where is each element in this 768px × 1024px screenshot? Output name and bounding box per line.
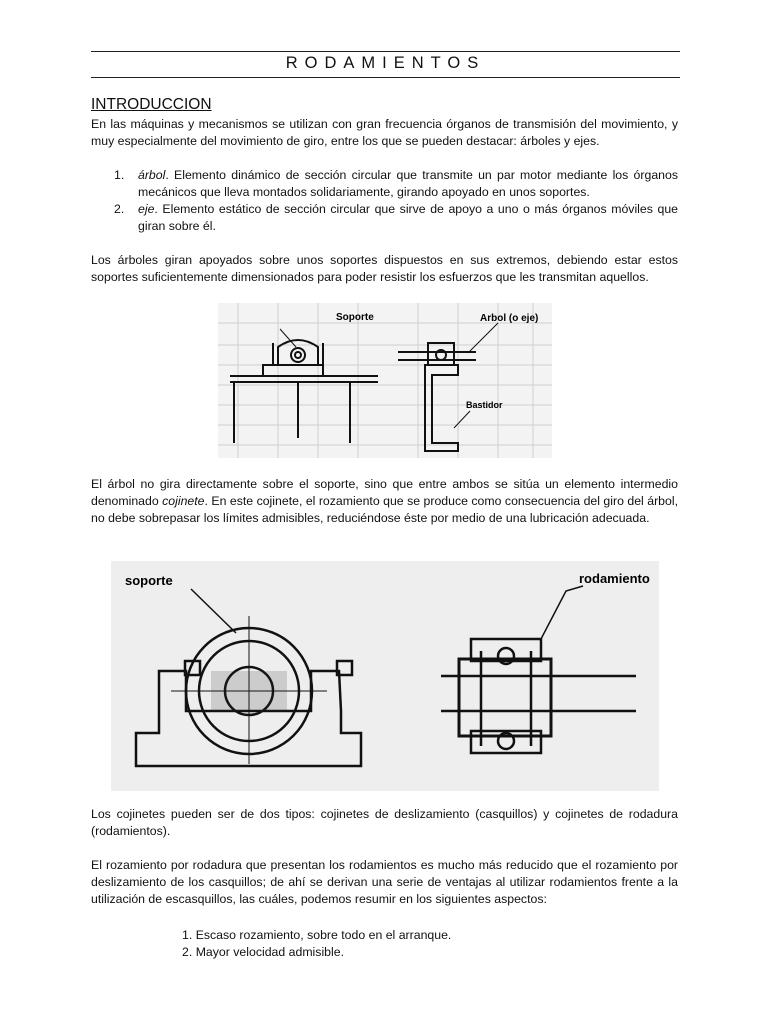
advantage-text: Escaso rozamiento, sobre todo en el arranque. bbox=[195, 928, 452, 942]
friction-paragraph: El rozamiento por rodadura que presentan los rodamientos es mucho más reducido que el rozamiento por deslizamiento de los casquillos; de ahí se derivan una serie de ventajas al utilizar rodamientos frente a la utilización de escasquillos, las cuáles, podemos resumir en los siguientes aspectos: bbox=[91, 858, 678, 906]
section-heading: INTRODUCCION bbox=[91, 96, 212, 113]
bearing-label: rodamiento bbox=[579, 571, 650, 586]
intro-paragraph: En las máquinas y mecanismos se utilizan con gran frecuencia órganos de transmisión del movimiento, y muy especialmente del movimiento de giro, entre los que se pueden destacar: árboles y ejes. bbox=[91, 117, 678, 148]
support-label: Soporte bbox=[336, 312, 374, 323]
bushing-term: cojinete bbox=[162, 494, 205, 508]
definition-term: eje bbox=[138, 202, 155, 216]
definition-text bbox=[138, 201, 678, 235]
bushing-paragraph bbox=[91, 476, 678, 527]
definition-text bbox=[138, 167, 678, 201]
bushing-text-before: El árbol no gira directamente sobre el soporte, sino que entre ambos se sitúa un elemento intermedio denominado bbox=[91, 477, 678, 508]
definition-body: . Elemento estático de sección circular que sirve de apoyo a uno o más órganos móviles que giran sobre él. bbox=[138, 202, 678, 233]
frame-label: Bastidor bbox=[466, 400, 503, 410]
definition-term: árbol bbox=[138, 168, 166, 182]
advantage-item bbox=[182, 944, 344, 961]
page-title: RODAMIENTOS bbox=[285, 54, 486, 72]
advantage-item bbox=[182, 927, 451, 944]
support-label: soporte bbox=[125, 573, 173, 588]
top-rule bbox=[91, 51, 680, 52]
types-paragraph: Los cojinetes pueden ser de dos tipos: cojinetes de deslizamiento (casquillos) y cojinetes de rodadura (rodamientos). bbox=[91, 807, 678, 838]
bearing-housing-figure bbox=[111, 561, 659, 791]
definition-body: . Elemento dinámico de sección circular que transmite un par motor mediante los órganos mecánicos que lleva montados solidariamente, girando apoyado en unos soportes. bbox=[138, 168, 678, 199]
shaft-label: Arbol (o eje) bbox=[480, 313, 539, 324]
advantage-number: 1. bbox=[182, 928, 193, 942]
supports-paragraph: Los árboles giran apoyados sobre unos soportes dispuestos en sus extremos, debiendo estar estos soportes suficientemente dimensionados para poder resistir los esfuerzos que les transmitan aquellos. bbox=[91, 253, 678, 284]
definition-number: 2. bbox=[114, 202, 125, 216]
bushing-text-after: . En este cojinete, el rozamiento que se produce como consecuencia del giro del árbol, no debe sobrepasar los límites admisibles, reduciéndose éste por medio de una lubricación adecuada. bbox=[91, 494, 678, 525]
shaft-support-figure bbox=[218, 303, 552, 458]
definition-number: 1. bbox=[114, 168, 125, 182]
shaft-support-drawing bbox=[218, 303, 552, 458]
advantage-text: Mayor velocidad admisible. bbox=[195, 945, 345, 959]
bearing-housing-drawing bbox=[111, 561, 659, 791]
advantage-number: 2. bbox=[182, 945, 193, 959]
title-underline-rule bbox=[91, 77, 680, 78]
